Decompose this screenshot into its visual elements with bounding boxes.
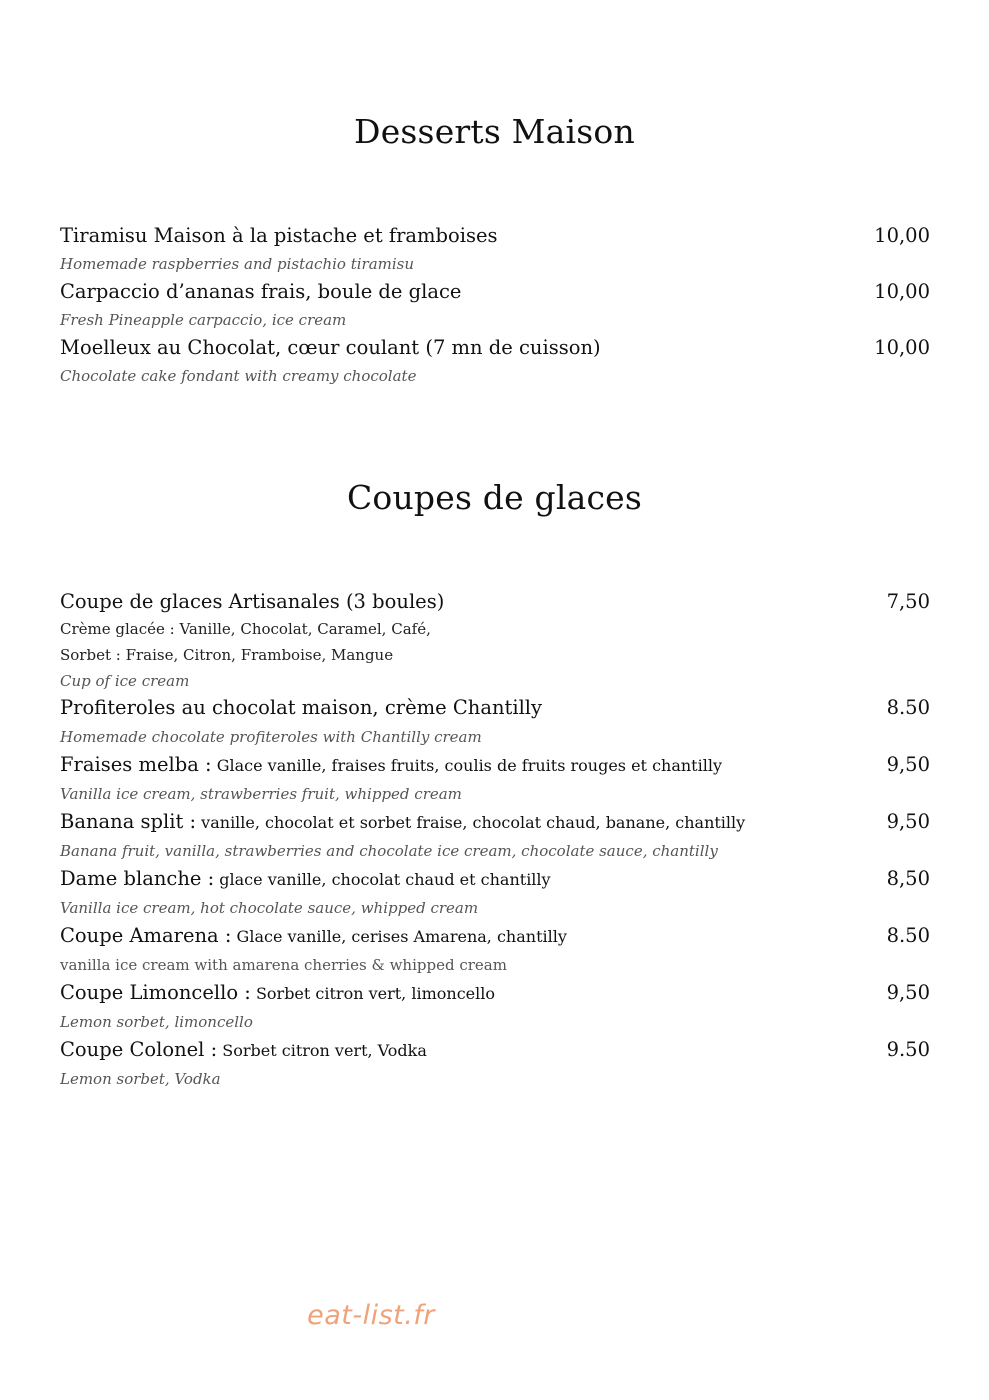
item-price: 10,00: [874, 280, 930, 303]
item-name: Coupe de glaces Artisanales (3 boules): [60, 590, 445, 613]
watermark: eat-list.fr: [307, 1300, 435, 1331]
item-name: Coupe Amarena :: [60, 924, 232, 947]
item-english: Banana fruit, vanilla, strawberries and chocolate ice cream, chocolate sauce, chantilly: [60, 842, 718, 860]
menu-item: [60, 588, 930, 694]
item-detail: Glace vanille, cerises Amarena, chantilly: [231, 927, 567, 946]
item-detail: Sorbet citron vert, Vodka: [217, 1041, 427, 1060]
desserts-list: [60, 222, 930, 390]
item-name: Coupe Limoncello :: [60, 981, 251, 1004]
item-price: 8.50: [886, 696, 930, 719]
item-price: 9,50: [886, 810, 930, 833]
item-english: Homemade raspberries and pistachio tiramisu: [60, 255, 415, 273]
menu-item: [60, 334, 930, 390]
item-detail: Glace vanille, fraises fruits, coulis de fruits rouges et chantilly: [211, 756, 722, 775]
item-english: Chocolate cake fondant with creamy chocolate: [60, 367, 417, 385]
item-english: Lemon sorbet, Vodka: [60, 1070, 221, 1088]
item-price: 9,50: [886, 753, 930, 776]
item-price: 9.50: [886, 1038, 930, 1061]
item-name: Profiteroles au chocolat maison, crème Chantilly: [60, 696, 543, 719]
item-name: Carpaccio d’ananas frais, boule de glace: [60, 280, 462, 303]
menu-item: [60, 694, 930, 751]
item-english: Homemade chocolate profiteroles with Chantilly cream: [60, 728, 482, 746]
menu-item: [60, 808, 930, 865]
item-price: 10,00: [874, 224, 930, 247]
item-detail: vanille, chocolat et sorbet fraise, chocolat chaud, banane, chantilly: [196, 813, 746, 832]
coupes-section: [0, 478, 989, 517]
item-english: vanilla ice cream with amarena cherries & whipped cream: [60, 956, 507, 974]
item-name: Dame blanche :: [60, 867, 215, 890]
item-price: 9,50: [886, 981, 930, 1004]
item-detail: Sorbet citron vert, limoncello: [250, 984, 495, 1003]
item-english: Fresh Pineapple carpaccio, ice cream: [60, 311, 347, 329]
item-english: Vanilla ice cream, hot chocolate sauce, whipped cream: [60, 899, 479, 917]
item-price: 10,00: [874, 336, 930, 359]
item-name: Coupe Colonel :: [60, 1038, 218, 1061]
coupes-list: [60, 588, 930, 1093]
menu-item: [60, 222, 930, 278]
item-english: Cup of ice cream: [60, 672, 190, 690]
desserts-section: [0, 112, 989, 151]
item-english: Vanilla ice cream, strawberries fruit, whipped cream: [60, 785, 462, 803]
item-name: Tiramisu Maison à la pistache et framboises: [60, 224, 498, 247]
item-flavors-line: Crème glacée : Vanille, Chocolat, Caramel, Café,: [60, 620, 431, 638]
item-flavors-line: Sorbet : Fraise, Citron, Framboise, Mangue: [60, 646, 394, 664]
item-name: Banana split :: [60, 810, 197, 833]
item-name: Fraises melba :: [60, 753, 212, 776]
menu-item: [60, 1036, 930, 1093]
menu-item: [60, 278, 930, 334]
item-detail: glace vanille, chocolat chaud et chantilly: [214, 870, 551, 889]
item-price: 8,50: [886, 867, 930, 890]
item-price: 8.50: [886, 924, 930, 947]
menu-item: [60, 922, 930, 979]
menu-item: [60, 751, 930, 808]
menu-item: [60, 865, 930, 922]
desserts-title: Desserts Maison: [354, 112, 635, 151]
item-english: Lemon sorbet, limoncello: [60, 1013, 253, 1031]
item-name: Moelleux au Chocolat, cœur coulant (7 mn de cuisson): [60, 336, 601, 359]
coupes-title: Coupes de glaces: [346, 478, 643, 517]
menu-item: [60, 979, 930, 1036]
item-price: 7,50: [886, 590, 930, 613]
